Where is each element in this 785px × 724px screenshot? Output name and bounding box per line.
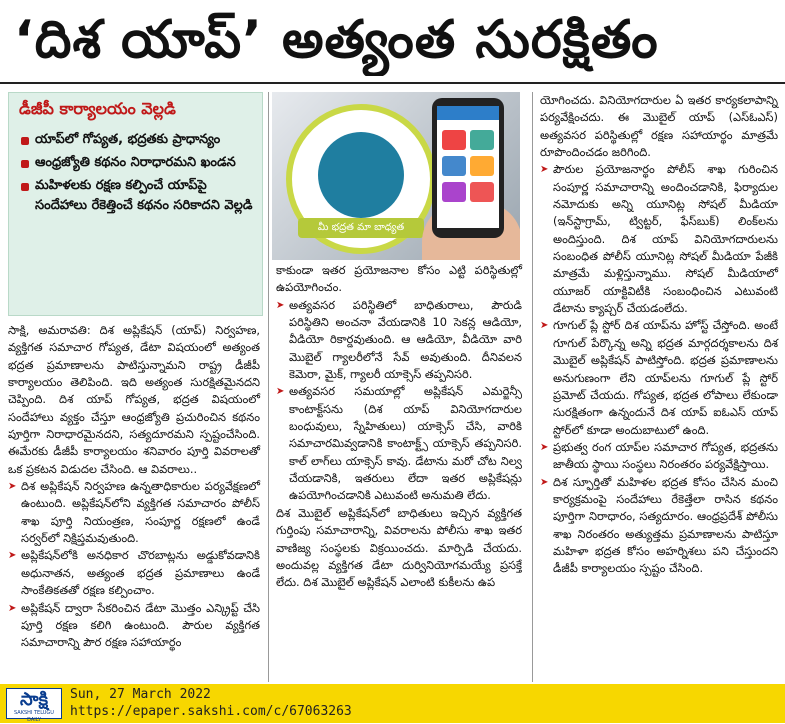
logo-subtext: SAKSHI TELUGU DAILY — [14, 710, 54, 723]
app-tile — [470, 182, 494, 202]
woman-silhouette-icon — [318, 132, 404, 218]
article-paragraph: కాకుండా ఇతర ప్రయోజనాల కోసం ఎట్టి పరిస్థితుల్లో ఉపయోగించం. — [276, 263, 522, 295]
highlight-bullet: మహిళలకు రక్షణ కల్పించే యాప్‌పై సందేహాలు రేకెత్తించే కథనం సరికాదని వెల్లడి — [19, 176, 254, 216]
highlight-box — [8, 92, 263, 316]
app-tile — [470, 156, 494, 176]
article-column-2 — [276, 262, 522, 592]
highlight-bullet: యాప్‌లో గోప్యత, భద్రతకు ప్రాధాన్యం — [19, 130, 254, 150]
article-bullet: ➤ అత్యవసర పరిస్థితిలో బాధితురాలు, పౌరుడి పరిస్థితిని అంచనా వేయడానికి 10 సెకన్ల ఆడియో, వీడియో రికార్డవుతుంది. ఆ ఆడియో, వీడియో వారి మొబైల్ గ్యాలరీలోనే సేవ్ అవుతుంది. దీనివలన కెమెరా, మైక్, గ్యాలరీ యాక్సెస్ తప్పనిసరి. — [276, 297, 522, 384]
article-bullet: ➤ అప్లికేషన్‌లోకి అనధికార చొరబాట్లను అడ్డుకోవడానికి అధునాతన, అత్యంత భద్రత ప్రమాణాలు ఉండే సాంకేతికతతో రక్షణ కల్పించాం. — [8, 547, 260, 599]
logo-banner: మీ భద్రత మా బాధ్యత — [298, 218, 424, 238]
footer-bar — [0, 684, 785, 723]
article-bullet: ➤ దిశ స్ఫూర్తితో మహిళల భద్రత కోసం చేసిన మంచి కార్యక్రమంపై సందేహాలు రేకెత్తేలా రాసిన కథనం పూర్తిగా నిరాధారం, సత్యదూరం. ఆంధ్రప్రదేశ్ పోలీసు శాఖ నిరంతరం అత్యుత్తమ ప్రమాణాలను పాటిస్తూ మహిళా భద్రత కోసం అహర్నిశలు పని చేస్తుందని డీజీపీ కార్యాలయం స్పష్టం చేసింది. — [540, 474, 778, 578]
article-bullet: ➤ అత్యవసర సమయాల్లో అప్లికేషన్ ఎమర్జెన్సీ కాంటాక్ట్‌సను (దిశ యాప్ వినియోగదారుల బంధువులు, స్నేహితులు) యాక్సెస్ చేసి, వారికి సమాచారమివ్వడానికి కాంటాక్ట్స్ యాక్సెస్ తప్పనిసరి. కాల్ లాగ్‌లు యాక్సెస్ కావు. డేటాను మరో చోట నిల్వ చేయడానికి, ఇతరులు లేదా ఇతర అప్లికేషన్లు ఉపయోగించడానికి ఎటువంటి అనుమతి లేదు. — [276, 383, 522, 504]
app-tile — [442, 182, 466, 202]
app-tile — [442, 130, 466, 150]
column-divider — [532, 92, 533, 682]
epaper-url[interactable]: https://epaper.sakshi.com/c/67063263 — [70, 704, 352, 719]
highlight-box-title: డీజీపీ కార్యాలయం వెల్లడి — [19, 99, 176, 118]
article-bullet: ➤ పౌరుల ప్రయోజనార్థం పోలీస్ శాఖ గురించిన సంపూర్ణ సమాచారాన్ని అందించడానికి, ఫిర్యాదుల నమోదుకు అన్ని యూనిట్ల సోషల్ మీడియా (ఇన్‌స్టాగ్రామ్, ట్విట్టర్, ఫేస్‌బుక్) లింక్‌లను అందిస్తుంది. దిశ యాప్ వినియోగదారులను సంబంధిత పోలీస్ యూనిట్ల సోషల్ మీడియా పేజీకి మాత్రమే మళ్లిస్తున్నాము. సోషల్ మీడియాలో యూజర్ యాక్టివిటీకి సంబంధించిన ఎటువంటి డేటాను క్యాప్చర్ చేయడంలేదు. — [540, 161, 778, 317]
article-column-3 — [540, 92, 778, 578]
article-paragraph: సాక్షి, అమరావతి: దిశ అప్లికేషన్ (యాప్) నిర్వహణ, వ్యక్తిగత సమాచార గోప్యత, డేటా విషయంలో అత్యంత భద్రత ప్రమాణాలను పాటిస్తున్నామని రాష్ట్ర డీజీపీ కార్యాలయం తెలిపింది. ఇది అత్యంత సురక్షితమైనదని చెప్పింది. దిశ యాప్ గోప్యత, భద్రత విషయంలో సందేహాలు వ్యక్తం చేస్తూ ఆంధ్రజ్యోతి ప్రచురించిన కథనం పూర్తిగా నిరాధారమైనదని, సత్యదూరమని స్పష్టంచేసింది. ఈమేరకు డీజీపీ కార్యాలయం శనివారం పూర్తి వివరాలతో ఒక ప్రకటన విడుదల చేసింది. ఆ వివరాలు.. — [8, 323, 260, 476]
publication-date: Sun, 27 March 2022 — [70, 687, 211, 702]
app-tile — [470, 130, 494, 150]
article-column-1 — [8, 322, 260, 652]
app-tile — [442, 156, 466, 176]
logo-text: సాక్షి — [20, 689, 48, 710]
article-bullet: ➤ ప్రభుత్వ రంగ యాప్‌ల సమాచార గోప్యత, భద్రతను జాతీయ స్థాయి సంస్థలు నిరంతరం పర్యవేక్షిస్తాయి. — [540, 439, 778, 474]
article-paragraph: దిశ మొబైల్ అప్లికేషన్‌లో బాధితులు ఇచ్చిన వ్యక్తిగత గుర్తింపు సమాచారాన్ని, వివరాలను పోలీసు శాఖ ఇతర వాణిజ్య సంస్థలకు విక్రయించదు. మార్పిడి చేయదు. అందువల్ల వ్యక్తిగత డేటా దుర్వినియోగమయ్యే ప్రసక్తే లేదు. దిశ మొబైల్ అప్లికేషన్ ఎలాంటి కుకీలను ఉప — [276, 505, 522, 590]
article-bullet: ➤ గూగుల్ ప్లే స్టోర్ దిశ యాప్‌ను హోస్ట్ చేస్తోంది. అంటే గూగుల్ పేర్కొన్న అన్ని భద్రత మార్గదర్శకాలను దిశ మొబైల్ అప్లికేషన్ పాటిస్తోంది. భద్రత ప్రమాణాలను అనుగుణంగా లేని యాప్‌లను గూగుల్ ప్లే స్టోర్ ప్రమోట్ చేయదు. గోప్యత, భద్రత లోపాలు లేకుండా సురక్షితంగా ఉన్నందునే దిశ యాప్ ఐఓఎస్ యాప్ స్టోర్‌లో కూడా అందుబాటులో ఉంది. — [540, 317, 778, 438]
article-bullet: ➤ దిశ అప్లికేషన్ నిర్వహణ ఉన్నతాధికారుల పర్యవేక్షణలో ఉంటుంది. అప్లికేషన్‌లోని వ్యక్తిగత సమాచారం పోలీస్ శాఖ పూర్తి నియంత్రణ, సంపూర్ణ రక్షణలో ఉండే సర్వర్‌లో నిక్షిప్తమవుతుంది. — [8, 478, 260, 547]
highlight-bullet: ఆంధ్రజ్యోతి కథనం నిరాధారమని ఖండన — [19, 153, 254, 173]
column-divider — [268, 92, 269, 682]
headline: ‘దిశ యాప్’ అత్యంత సురక్షితం — [14, 10, 659, 70]
article-paragraph: యోగించదు. వినియోగదారుల ఏ ఇతర కార్యకలాపాన్ని పర్యవేక్షించదు. ఈ మొబైల్ యాప్ (ఎస్ఓఎస్) అత్యవసర పరిస్థితుల్లో రక్షణ సహాయార్థం మాత్రమే రూపొందించడం జరిగింది. — [540, 93, 778, 160]
disha-logo-icon — [286, 104, 436, 254]
sakshi-logo — [6, 688, 62, 723]
disha-app-photo — [272, 92, 520, 260]
highlight-box-list — [9, 130, 262, 216]
phone-image — [432, 98, 504, 238]
phone-screen — [437, 106, 499, 228]
headline-rule — [0, 82, 785, 84]
article-bullet: ➤ అప్లికేషన్ ద్వారా సేకరించిన డేటా మొత్తం ఎన్క్రిప్ట్ చేసి పూర్తి రక్షణ కలిగి ఉంటుంది. పౌరుల వ్యక్తిగత సమాచారాన్ని పౌర రక్షణ సహాయార్థం — [8, 600, 260, 652]
app-header-bar — [437, 106, 499, 120]
